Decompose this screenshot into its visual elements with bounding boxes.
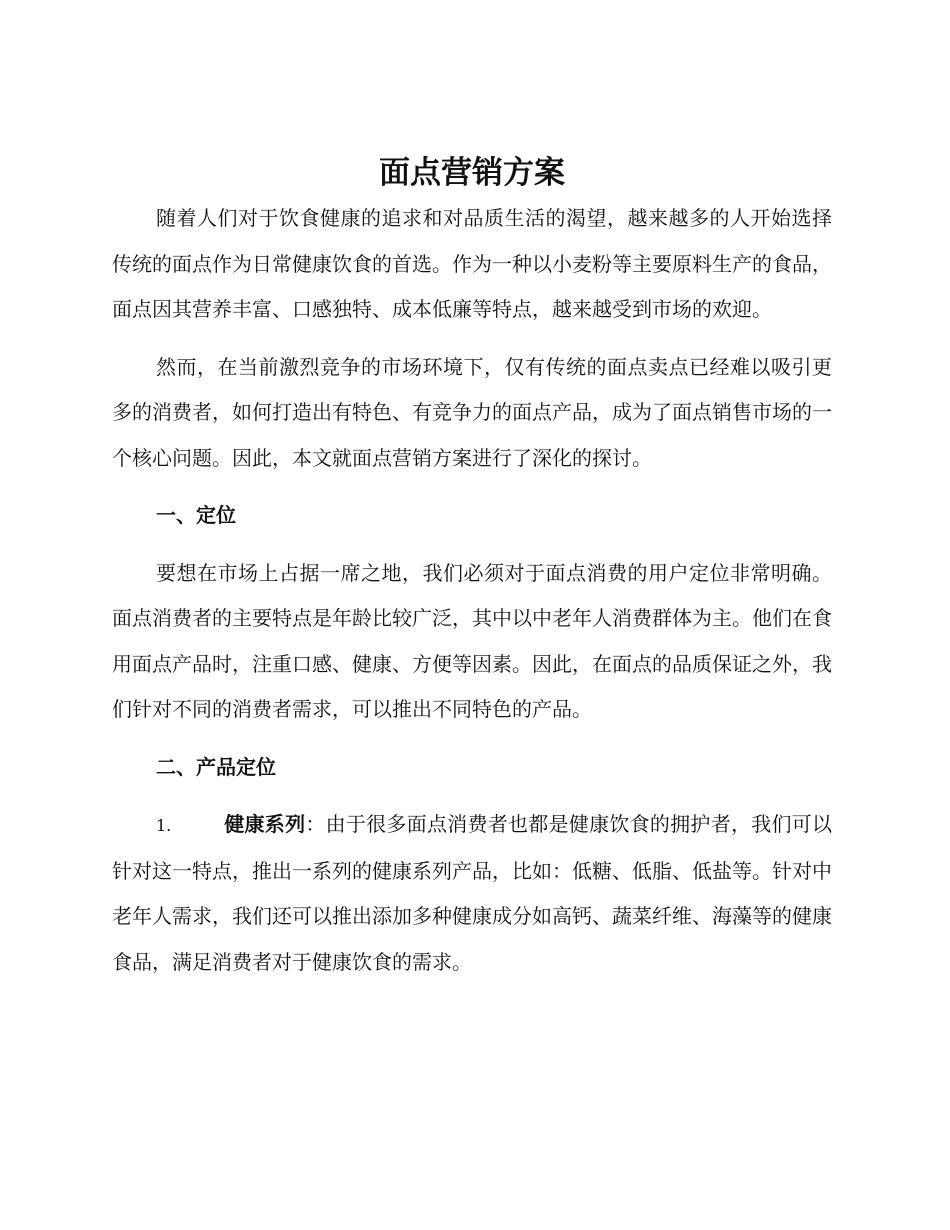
list-item xyxy=(112,802,832,985)
list-item-term: 健康系列 xyxy=(224,812,306,836)
section-heading-product-positioning: 二、产品定位 xyxy=(156,754,276,779)
list-item-separator: ： xyxy=(305,812,326,836)
positioning-paragraph: 要想在市场上占据一席之地，我们必须对于面点消费的用户定位非常明确。面点消费者的主要特点是年龄比较广泛，其中以中老年人消费群体为主。他们在食用面点产品时，注重口感、健康、方便等因素。因此，在面点的品质保证之外，我们针对不同的消费者需求，可以推出不同特色的产品。 xyxy=(112,560,832,721)
document-body xyxy=(112,150,832,985)
section-heading-positioning: 一、定位 xyxy=(156,503,236,527)
intro-paragraph-1: 随着人们对于饮食健康的追求和对品质生活的渴望，越来越多的人开始选择传统的面点作为日常健康饮食的首选。作为一种以小麦粉等主要原料生产的食品，面点因其营养丰富、口感独特、成本低廉等特点，越来越受到市场的欢迎。 xyxy=(112,206,832,321)
intro-paragraph-2: 然而，在当前激烈竞争的市场环境下，仅有传统的面点卖点已经难以吸引更多的消费者，如何打造出有特色、有竞争力的面点产品，成为了面点销售市场的一个核心问题。因此，本文就面点营销方案进行了深化的探讨。 xyxy=(112,354,832,470)
document-title: 面点营销方案 xyxy=(379,155,565,191)
list-item-number: 1. xyxy=(156,816,172,835)
list-item-text: 由于很多面点消费者也都是健康饮食的拥护者，我们可以针对这一特点，推出一系列的健康系列产品，比如：低糖、低脂、低盐等。针对中老年人需求，我们还可以推出添加多种健康成分如高钙、蔬菜纤维、海藻等的健康食品，满足消费者对于健康饮食的需求。 xyxy=(112,812,833,974)
